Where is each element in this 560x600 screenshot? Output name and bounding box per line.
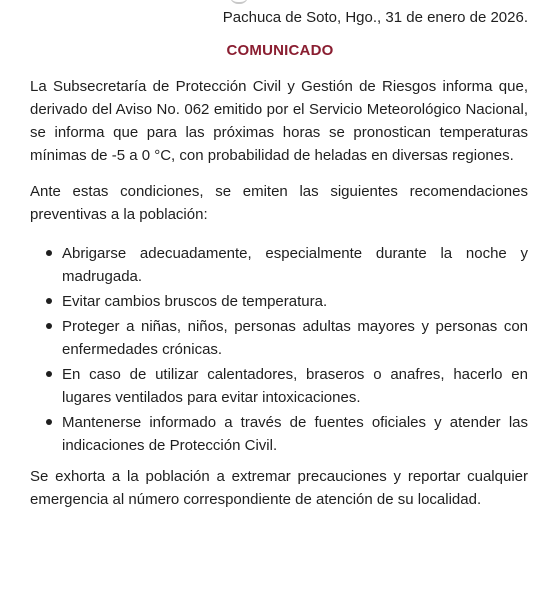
list-item-text: Proteger a niñas, niños, personas adultas mayores y personas con enfermedades crónicas. <box>62 318 528 358</box>
list-item <box>46 242 528 288</box>
bullet-icon <box>46 250 52 256</box>
list-item-text: Evitar cambios bruscos de temperatura. <box>62 293 328 310</box>
bullet-icon <box>46 323 52 329</box>
list-item-text: Abrigarse adecuadamente, especialmente durante la noche y madrugada. <box>62 245 528 285</box>
list-item-text: Mantenerse informado a través de fuentes oficiales y atender las indicaciones de Protección Civil. <box>62 414 528 454</box>
conditions-paragraph: Ante estas condiciones, se emiten las siguientes recomendaciones preventivas a la población: <box>30 183 528 223</box>
closing-paragraph: Se exhorta a la población a extremar precauciones y reportar cualquier emergencia al número correspondiente de atención de su localidad. <box>30 468 528 508</box>
cropped-logo-fragment <box>230 0 248 4</box>
dateline: Pachuca de Soto, Hgo., 31 de enero de 2026. <box>222 9 528 26</box>
list-item-text: En caso de utilizar calentadores, braseros o anafres, hacerlo en lugares ventilados para evitar intoxicaciones. <box>62 366 528 406</box>
bullet-icon <box>46 419 52 425</box>
list-item <box>46 363 528 409</box>
list-item <box>46 290 528 313</box>
list-item <box>46 315 528 361</box>
recommendations-list <box>46 242 528 459</box>
bullet-icon <box>46 371 52 377</box>
bullet-icon <box>46 298 52 304</box>
document-title: COMUNICADO <box>226 42 334 59</box>
list-item <box>46 411 528 457</box>
intro-paragraph: La Subsecretaría de Protección Civil y Gestión de Riesgos informa que, derivado del Aviso No. 062 emitido por el Servicio Meteorológico Nacional, se informa que para las próximas horas se pronostican temperaturas mínimas de -5 a 0 °C, con probabilidad de heladas en diversas regiones. <box>30 78 528 164</box>
